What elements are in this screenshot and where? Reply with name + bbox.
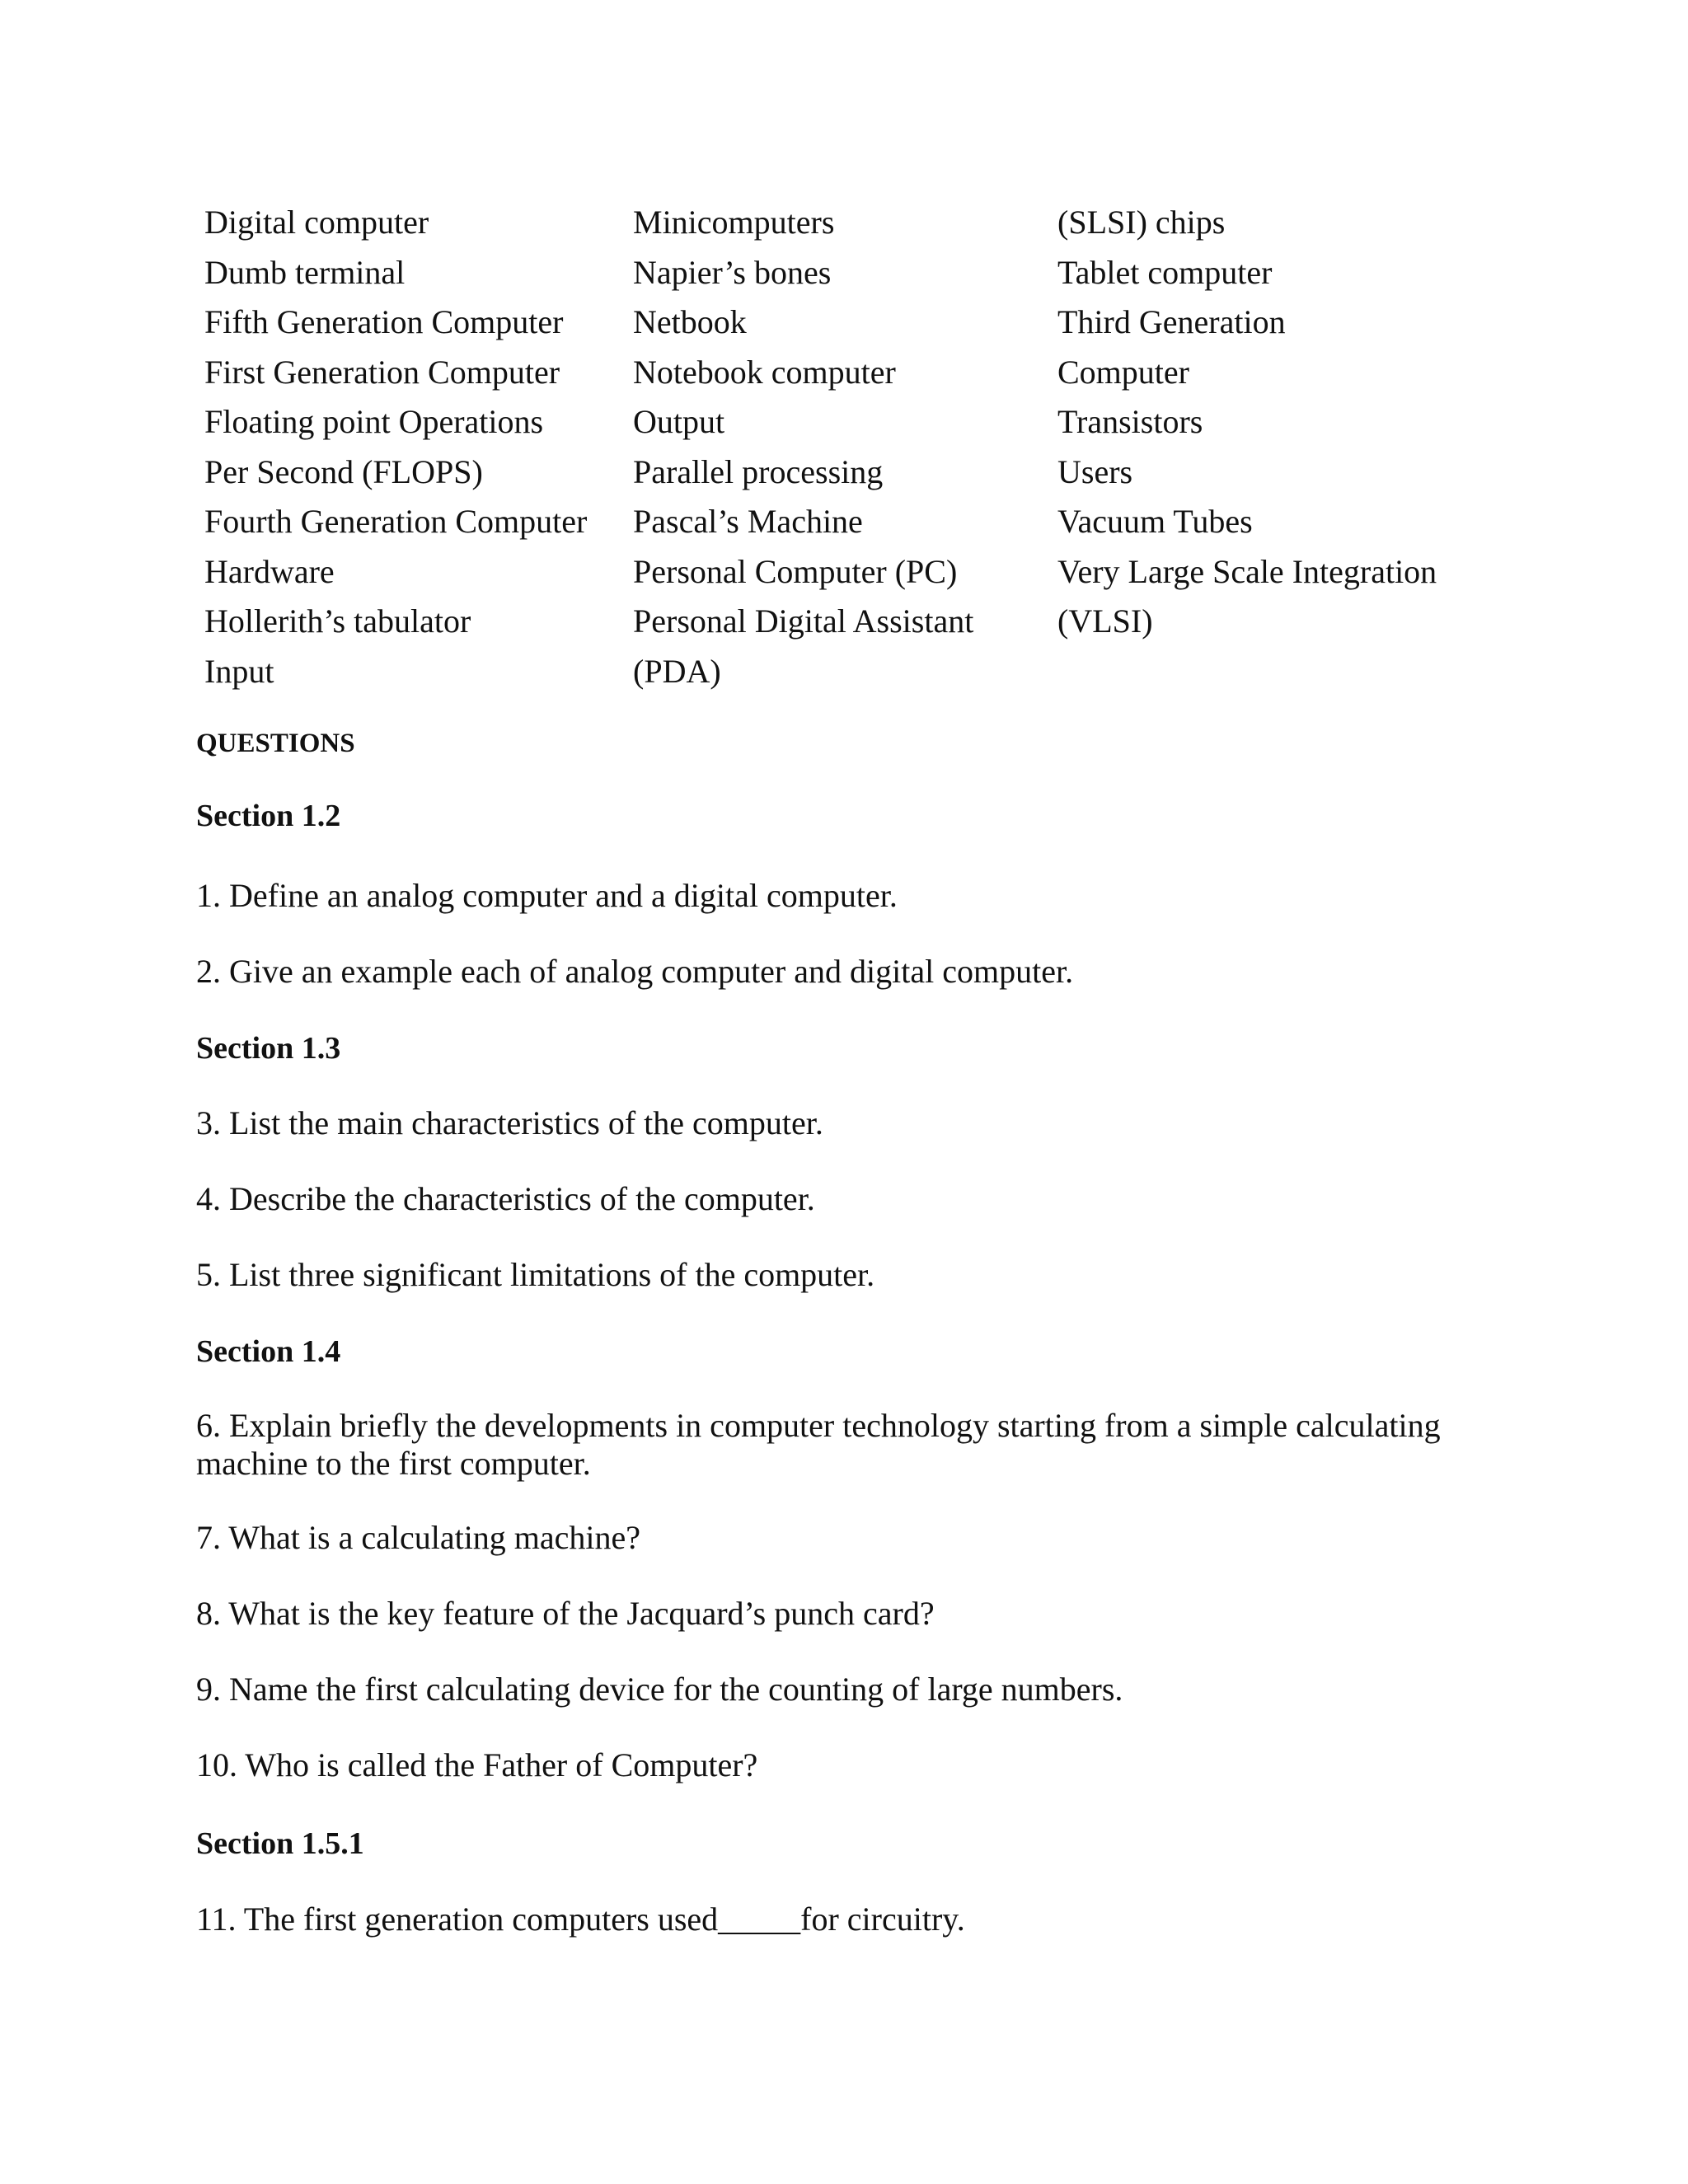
section-heading: Section 1.2 xyxy=(196,799,341,833)
question-item: 8. What is the key feature of the Jacquard’s punch card? xyxy=(196,1595,935,1632)
question-item: 7. What is a calculating machine? xyxy=(196,1519,641,1556)
question-item: 9. Name the first calculating device for the counting of large numbers. xyxy=(196,1671,1123,1708)
questions-heading: QUESTIONS xyxy=(196,729,355,758)
keyword-item: Tablet computer xyxy=(1057,253,1273,291)
section-heading: Section 1.4 xyxy=(196,1334,341,1369)
keyword-item: (PDA) xyxy=(633,652,721,690)
keyword-item: Netbook xyxy=(633,303,747,340)
question-item: 5. List three significant limitations of the computer. xyxy=(196,1256,875,1293)
keyword-item: Per Second (FLOPS) xyxy=(204,452,483,490)
keyword-item: First Generation Computer xyxy=(204,353,560,391)
keyword-item: Floating point Operations xyxy=(204,403,544,440)
question-item: 3. List the main characteristics of the computer. xyxy=(196,1104,823,1141)
keyword-item: Hardware xyxy=(204,552,335,590)
keyword-item: Very Large Scale Integration xyxy=(1057,552,1437,590)
keyword-item: Napier’s bones xyxy=(633,253,832,291)
keyword-item: Vacuum Tubes xyxy=(1057,503,1253,540)
keywords-list xyxy=(204,198,1507,692)
section-heading: Section 1.5.1 xyxy=(196,1826,364,1861)
keyword-item: Minicomputers xyxy=(633,204,835,241)
keyword-item: Fifth Generation Computer xyxy=(204,303,564,340)
keyword-item: Personal Computer (PC) xyxy=(633,552,958,590)
keyword-item: Third Generation xyxy=(1057,303,1286,340)
section-heading: Section 1.3 xyxy=(196,1031,341,1066)
keyword-item: Input xyxy=(204,652,274,690)
question-item: 4. Describe the characteristics of the computer. xyxy=(196,1180,815,1217)
keyword-item: Digital computer xyxy=(204,204,429,241)
keyword-item: Output xyxy=(633,403,725,440)
keyword-item: Personal Digital Assistant xyxy=(633,602,974,640)
keyword-item: Dumb terminal xyxy=(204,253,406,291)
keyword-item: Users xyxy=(1057,452,1133,490)
keywords-column-3 xyxy=(1057,198,1437,647)
keyword-item: Hollerith’s tabulator xyxy=(204,602,471,640)
question-item: 6. Explain briefly the developments in computer technology starting from a simple calculating machine to the first computer. xyxy=(196,1407,1441,1482)
keyword-item: Computer xyxy=(1057,353,1189,391)
question-item: 10. Who is called the Father of Computer? xyxy=(196,1746,758,1783)
keyword-item: Transistors xyxy=(1057,403,1203,440)
keyword-item: Notebook computer xyxy=(633,353,896,391)
keyword-item: Pascal’s Machine xyxy=(633,503,863,540)
question-item: 11. The first generation computers used_____for circuitry. xyxy=(196,1900,965,1938)
keyword-item: Fourth Generation Computer xyxy=(204,503,588,540)
keywords-column-1 xyxy=(204,198,587,696)
question-item: 2. Give an example each of analog computer and digital computer. xyxy=(196,953,1074,990)
keywords-column-2 xyxy=(633,198,973,696)
question-item: 1. Define an analog computer and a digital computer. xyxy=(196,877,898,914)
keyword-item: (VLSI) xyxy=(1057,602,1153,640)
keyword-item: (SLSI) chips xyxy=(1057,204,1226,241)
keyword-item: Parallel processing xyxy=(633,452,884,490)
